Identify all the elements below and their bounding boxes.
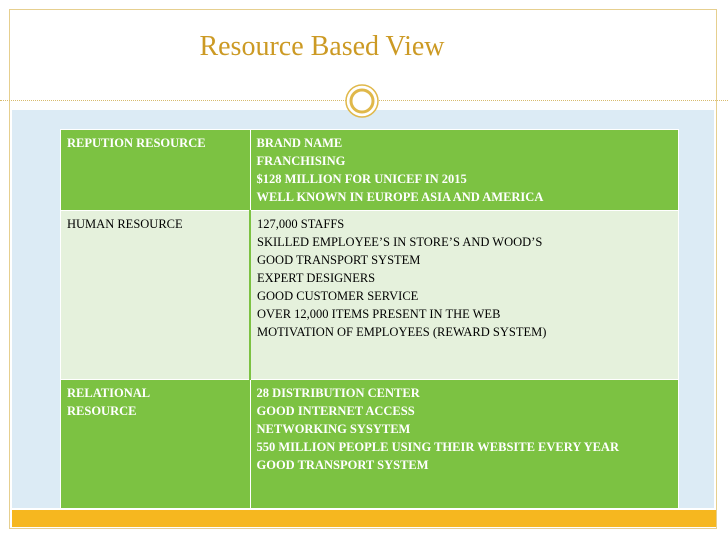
list-item: GOOD TRANSPORT SYSTEM xyxy=(256,458,429,472)
resource-name-cell: REPUTION RESOURCE xyxy=(61,130,251,211)
resource-name-cell: HUMAN RESOURCE xyxy=(61,211,251,380)
table-row xyxy=(61,380,679,509)
resource-table xyxy=(60,129,679,509)
resource-name-label: RELATIONAL RESOURCE xyxy=(67,386,150,418)
resource-items-cell xyxy=(250,380,679,509)
list-item: MOTIVATION OF EMPLOYEES (REWARD SYSTEM) xyxy=(257,325,547,339)
list-item: BRAND NAME xyxy=(256,136,343,150)
list-item: 28 DISTRIBUTION CENTER xyxy=(256,386,420,400)
slide-title: Resource Based View xyxy=(199,31,445,62)
list-item: $128 MILLION FOR UNICEF IN 2015 xyxy=(256,172,467,186)
resource-items-cell xyxy=(250,211,679,380)
resource-name-cell xyxy=(61,380,251,509)
list-item: 550 MILLION PEOPLE USING THEIR WEBSITE EVERY YEAR xyxy=(256,440,619,454)
double-ring-icon xyxy=(345,84,379,118)
table-row xyxy=(61,130,679,211)
list-item: GOOD TRANSPORT SYSTEM xyxy=(257,253,421,267)
list-item: GOOD INTERNET ACCESS xyxy=(256,404,415,418)
list-item: FRANCHISING xyxy=(256,154,346,168)
list-item: WELL KNOWN IN EUROPE ASIA AND AMERICA xyxy=(256,190,544,204)
bottom-accent-bar xyxy=(12,510,716,527)
list-item: OVER 12,000 ITEMS PRESENT IN THE WEB xyxy=(257,307,501,321)
list-item: GOOD CUSTOMER SERVICE xyxy=(257,289,419,303)
table-row xyxy=(61,211,679,380)
list-item: EXPERT DESIGNERS xyxy=(257,271,376,285)
list-item: SKILLED EMPLOYEE’S IN STORE’S AND WOOD’S xyxy=(257,235,543,249)
list-item: 127,000 STAFFS xyxy=(257,217,345,231)
list-item: NETWORKING SYSYTEM xyxy=(256,422,411,436)
resource-items-cell xyxy=(250,130,679,211)
